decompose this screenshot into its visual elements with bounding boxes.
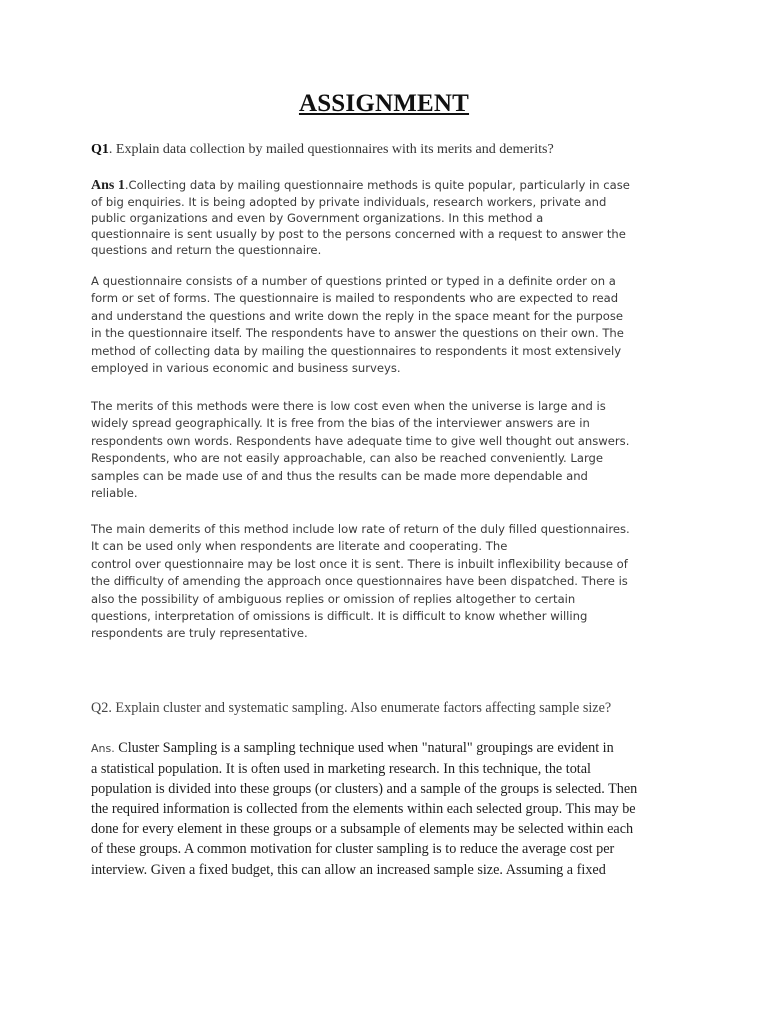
paragraph-line: Respondents, who are not easily approachable, can also be reached conveniently. Large bbox=[91, 451, 604, 466]
answer-1-paragraph bbox=[91, 177, 691, 258]
paragraph-line: samples can be made use of and thus the results can be made more dependable and bbox=[91, 468, 588, 483]
paragraph-line: The merits of this methods were there is low cost even when the universe is large and is bbox=[91, 399, 606, 413]
answer-2-line bbox=[91, 738, 691, 759]
paragraph-line: A questionnaire consists of a number of questions printed or typed in a definite order on a bbox=[91, 274, 616, 288]
answer-1-label: Ans 1 bbox=[91, 178, 125, 193]
answer-2-line: a statistical population. It is often used in marketing research. In this technique, the total bbox=[91, 761, 591, 778]
answer-2-line: population is divided into these groups (or clusters) and a sample of the groups is selected. Then bbox=[91, 781, 638, 798]
answer-1-line: public organizations and even by Government organizations. In this method a bbox=[91, 211, 544, 226]
question-1 bbox=[91, 142, 691, 158]
question-2: Q2. Explain cluster and systematic sampling. Also enumerate factors affecting sample size? bbox=[91, 700, 612, 716]
paragraph-line: The main demerits of this method include low rate of return of the duly filled questionnaires. bbox=[91, 522, 630, 536]
answer-1-line: questionnaire is sent usually by post to the persons concerned with a request to answer the bbox=[91, 227, 626, 242]
question-1-label: Q1 bbox=[91, 142, 109, 157]
answer-1-line: of big enquiries. It is being adopted by private individuals, research workers, private and bbox=[91, 195, 607, 210]
answer-1-line bbox=[91, 177, 691, 194]
answer-2-label: Ans. bbox=[91, 742, 115, 755]
paragraph-line: It can be used only when respondents are literate and cooperating. The bbox=[91, 539, 508, 554]
question-1-text: . Explain data collection by mailed questionnaires with its merits and demerits? bbox=[108, 142, 554, 157]
answer-2-line: the required information is collected from the elements within each selected group. This may be bbox=[91, 801, 636, 818]
answer-1-line: questions and return the questionnaire. bbox=[91, 243, 322, 258]
paragraph-line: also the possibility of ambiguous replies or omission of replies altogether to certain bbox=[91, 591, 576, 606]
paragraph-line: widely spread geographically. It is free from the bias of the interviewer answers are in bbox=[91, 416, 590, 431]
paragraph-line: questions, interpretation of omissions is difficult. It is difficult to know whether willing bbox=[91, 609, 588, 624]
paragraph-line: method of collecting data by mailing the questionnaires to respondents it most extensively bbox=[91, 343, 622, 358]
paragraph-merits bbox=[91, 398, 691, 502]
paragraph-questionnaire bbox=[91, 273, 691, 377]
paragraph-line: respondents own words. Respondents have adequate time to give well thought out answers. bbox=[91, 433, 630, 448]
paragraph-line: employed in various economic and business surveys. bbox=[91, 361, 401, 376]
answer-2-line-text: Cluster Sampling is a sampling technique used when "natural" groupings are evident in bbox=[114, 740, 614, 756]
paragraph-line: and understand the questions and write down the reply in the space meant for the purpose bbox=[91, 308, 624, 323]
paragraph-line: control over questionnaire may be lost once it is sent. There is inbuilt inflexibility because of bbox=[91, 556, 628, 571]
answer-2-line: done for every element in these groups or a subsample of elements may be selected within each bbox=[91, 821, 634, 838]
paragraph-line: in the questionnaire itself. The respondents have to answer the questions on their own. The bbox=[91, 326, 624, 341]
paragraph-line: respondents are truly representative. bbox=[91, 626, 308, 641]
answer-2-line: interview. Given a fixed budget, this can allow an increased sample size. Assuming a fixed bbox=[91, 861, 606, 878]
answer-2-line: of these groups. A common motivation for cluster sampling is to reduce the average cost per bbox=[91, 841, 615, 858]
answer-1-line-text: .Collecting data by mailing questionnaire methods is quite popular, particularly in case bbox=[124, 178, 630, 192]
paragraph-line: the difficulty of amending the approach once questionnaires have been dispatched. There is bbox=[91, 574, 628, 589]
paragraph-line: form or set of forms. The questionnaire is mailed to respondents who are expected to read bbox=[91, 291, 619, 306]
paragraph-demerits bbox=[91, 521, 691, 643]
page-title: ASSIGNMENT bbox=[298, 90, 470, 117]
paragraph-line: reliable. bbox=[91, 486, 138, 501]
answer-2-paragraph bbox=[91, 738, 691, 880]
